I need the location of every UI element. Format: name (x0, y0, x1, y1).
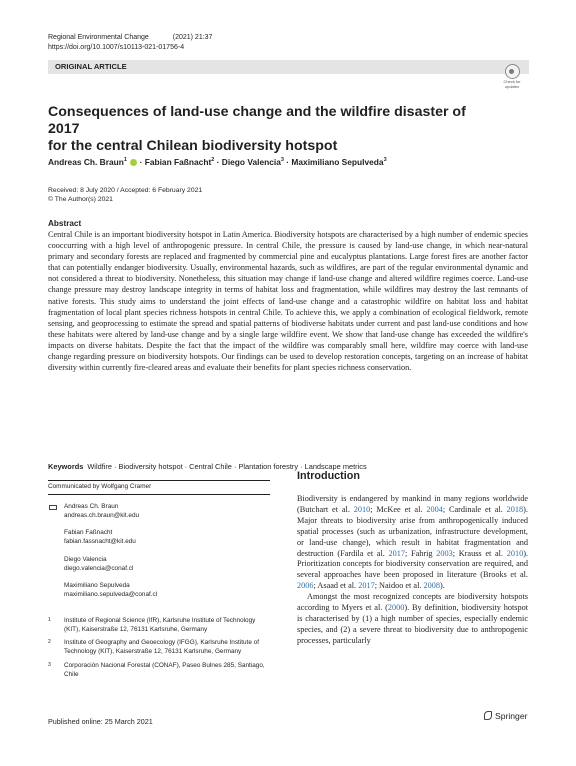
introduction-heading: Introduction (297, 470, 360, 482)
citation-link[interactable]: 2008 (423, 581, 440, 591)
received-date: Received: 8 July 2020 / Accepted: 6 February 2021 (48, 187, 203, 194)
affiliation-text: Institute of Geography and Geoecology (IFGG), Karlsruhe Institute of Technology (KIT), Kaiserstraße 12, 76131 Karlsruhe, Germany (64, 639, 260, 656)
contact-item (64, 529, 264, 546)
author-name[interactable]: Andreas Ch. Braun (48, 157, 124, 167)
citation-link[interactable]: 2017 (358, 581, 375, 591)
check-updates-badge[interactable] (499, 64, 525, 94)
citation-link[interactable]: 2010 (353, 504, 371, 514)
citation-link[interactable]: 2004 (426, 504, 443, 514)
springer-logo (484, 711, 527, 721)
author-sup: 2 (211, 157, 215, 163)
contact-item (64, 556, 264, 573)
intro-paragraph-1: Biodiversity is endangered by mankind in many regions worldwide (Butchart et al. 2010; McKee et al. 2004; Cardinale et al. 2018). Major threats to biodiversity arise from anthropogenically induced spatial processes (such as urbanization, infrastructure development, or land-use change), which result in habitat fragmentation and destruction (Fardila et al. 2017; Fahrig 2003; Krauss et al. 2010). Prioritization concepts for biodiversity conservation are required, and several approaches have been proposed in literature (Brooks et al. 2006; Asaad et al. 2017; Naidoo et al. 2008). (297, 494, 528, 591)
author-name[interactable]: Diego Valencia (221, 157, 281, 167)
abstract-heading: Abstract (48, 219, 82, 228)
author-list: Andreas Ch. Braun$^1$ · Fabian Faßnacht$^2$ · Diego Valencia$^3$ · Maximiliano Sepulveda$^3$ (48, 157, 387, 167)
citation-link[interactable]: 2003 (436, 548, 453, 558)
article-title (48, 104, 488, 155)
title-line-1: Consequences of land-use change and the wildfire disaster of 2017 (48, 104, 466, 137)
affiliation-text: Institute of Regional Science (IfR), Karlsruhe Institute of Technology (KIT), Kaiserstraße 12, 76131 Karlsruhe, Germany (64, 617, 256, 633)
abstract-text: Central Chile is an important biodiversity hotspot in Latin America. Biodiversity hotspots are characterised by a high number of endemic species cooccurring with a high level of anthropogenic pressure. In central Chile, the pressure is caused by land-use change, in which near-natural primary and secondary forests are replaced and fragmented by commercial pine and eucalyptus plantations. Large forest fires are another factor that can potentially endanger biodiversity. Usually, environmental hazards, such as wildfires, are part of the regular environmental dynamic and not considered a threat to biodiversity. Nonetheless, this situation may change if land-use change and altered wildfire regimes coerce. Land-use change pressure may destroy landscape integrity in terms of habitat loss and fragmentation, while wildfires may destroy the last remnants of native forests. This study aims to understand the joint effects of land-use change and a catastrophic wildfire on habitat loss and habitat fragmentation of local plant species richness hotspots in central Chile. To achieve this, we apply a combination of ecological fieldwork, remote sensing, and geoprocessing to estimate the spread and spatial patterns of biodiverse habitats under current and past land-use conditions and how these habitats were altered by land-use change and by a single large wildfire event. We show that land-use change has exceeded the wildfire's impacts on diverse habitats. Despite the fact that the impact of the wildfire was comparably small here, wildfire may coerce with land-use change regarding pressure on biodiversity hotspots. Our findings can be used to develop restoration concepts, targeting on an increase of habitat diversity within currently fire-cleared areas and evaluate their benefits for plant species richness conservation. (48, 230, 528, 373)
citation-link[interactable]: 2010 (506, 548, 524, 558)
author-name[interactable]: Maximiliano Sepulveda (291, 157, 384, 167)
article-type-bar: ORIGINAL ARTICLE (48, 60, 529, 74)
footnote-rule-top (48, 480, 270, 481)
citation-link[interactable]: 2017 (388, 548, 406, 558)
citation-link[interactable]: 2000 (387, 603, 405, 613)
contact-email[interactable]: diego.valencia@conaf.cl (64, 564, 134, 572)
affiliation-text: Corporación Nacional Forestal (CONAF), Paseo Bulnes 285, Santiago, Chile (64, 661, 265, 678)
doi-link[interactable]: https://doi.org/10.1007/s10113-021-01756-4 (48, 44, 185, 51)
affiliation-item (48, 639, 270, 656)
contact-name: Maximiliano Sepulveda (64, 582, 130, 590)
citation-link[interactable]: 2006 (297, 581, 314, 591)
check-updates-line1: Check for (503, 79, 521, 84)
intro-paragraph-2: Amongst the most recognized concepts are biodiversity hotspots according to Myers et al. (2000). By definition, biodiversity hotspot is characterised by (1) a high number of species, especially endemic species, and (2) a severe threat to biodiversity due to anthropogenic processes, particularly (297, 592, 528, 645)
communicated-by: Communicated by Wolfgang Cramer (48, 483, 152, 490)
contact-email[interactable]: maximiliano.sepulveda@conaf.cl (64, 590, 158, 598)
footnote-rule-bottom (48, 494, 270, 495)
keywords-list: Wildfire · Biodiversity hotspot · Central Chile · Plantation forestry · Landscape metrics (87, 462, 367, 471)
contact-item (64, 582, 264, 599)
contact-name: Diego Valencia (64, 555, 107, 563)
contact-list (64, 503, 264, 609)
copyright: © The Author(s) 2021 (48, 196, 113, 203)
journal-name: Regional Environmental Change (48, 34, 149, 41)
envelope-icon (49, 505, 57, 510)
keywords-label: Keywords (48, 462, 84, 471)
affiliation-num: 1 (48, 617, 51, 623)
orcid-icon[interactable] (130, 159, 137, 166)
author-name[interactable]: Fabian Faßnacht (144, 157, 212, 167)
journal-header (48, 33, 212, 42)
springer-horse-icon (484, 711, 492, 720)
contact-name: Fabian Faßnacht (64, 529, 113, 537)
affiliation-num: 2 (48, 639, 51, 646)
affiliation-item (48, 617, 270, 634)
introduction-text (297, 494, 528, 647)
contact-email[interactable]: andreas.ch.braun@kit.edu (64, 511, 140, 519)
author-sup: 3 (383, 157, 387, 163)
affiliation-item (48, 662, 270, 679)
title-line-2: for the central Chilean biodiversity hotspot (48, 138, 338, 154)
published-online: Published online: 25 March 2021 (48, 717, 153, 726)
affiliation-list (48, 617, 270, 684)
author-sup: 1 (123, 157, 127, 163)
affiliation-num: 3 (48, 661, 51, 668)
contact-email[interactable]: fabian.fassnacht@kit.edu (64, 538, 136, 546)
check-updates-line2: updates (504, 83, 520, 89)
citation-link[interactable]: 2018 (506, 504, 524, 514)
contact-item (64, 503, 264, 520)
journal-volume: (2021) 21:37 (172, 34, 213, 41)
dates-block (48, 186, 202, 204)
contact-name: Andreas Ch. Braun (64, 503, 119, 510)
check-updates-icon (505, 64, 520, 79)
author-sup: 3 (280, 157, 284, 163)
publisher-name: Springer (495, 711, 528, 721)
